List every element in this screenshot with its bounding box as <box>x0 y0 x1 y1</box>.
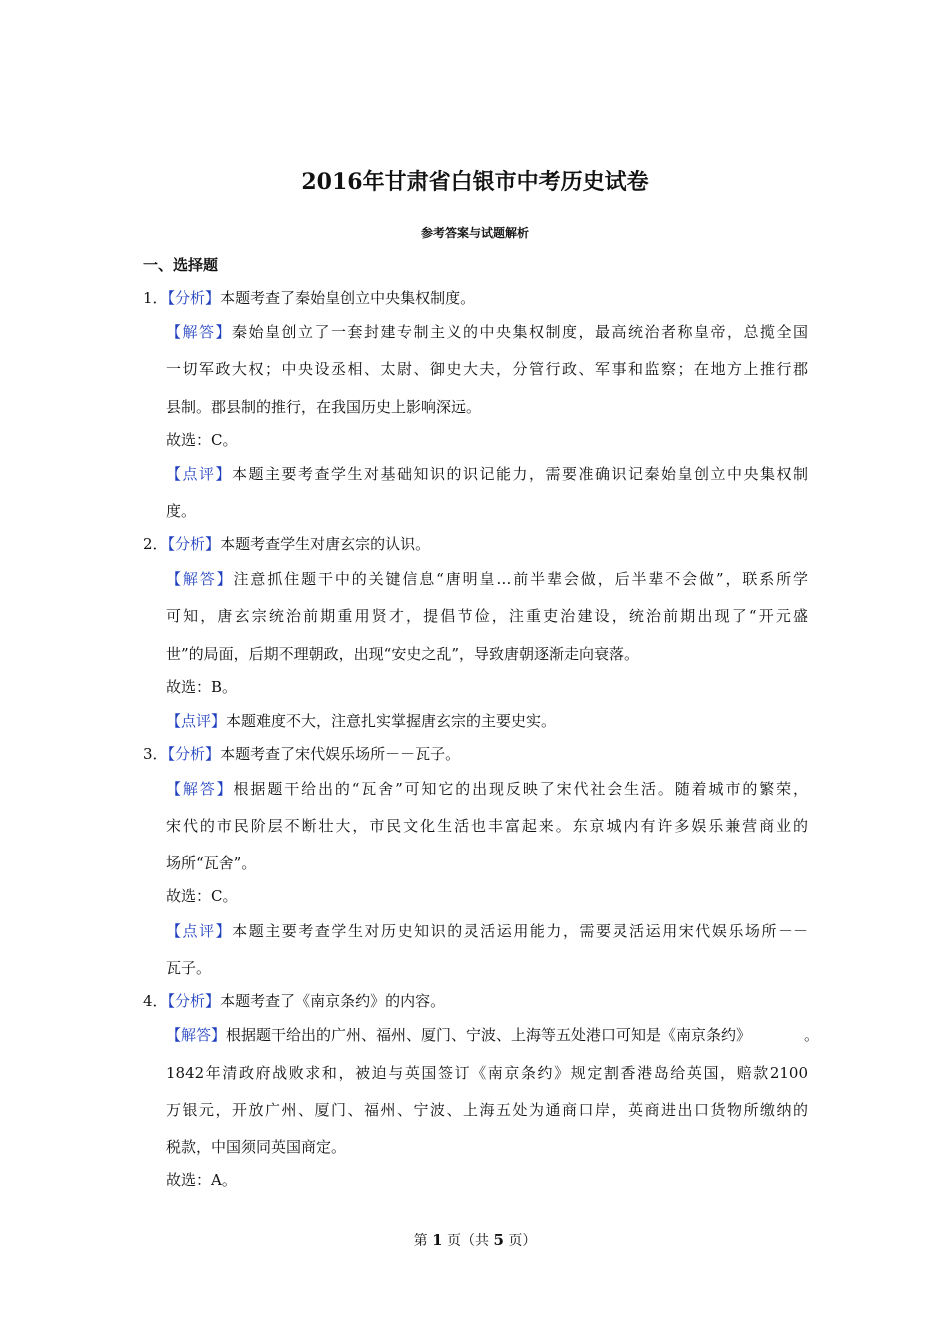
footer-total-pages: 5 <box>493 1231 504 1249</box>
answer-text: 秦始皇创立了一套封建专制主义的中央集权制度，最高统治者称皇帝，总揽全国 <box>232 323 808 341</box>
footer-page-number: 1 <box>432 1231 443 1249</box>
answer-tag: 【解答】 <box>166 780 234 798</box>
question-1-comment-line: 度。 <box>166 502 197 520</box>
comment-tag: 【点评】 <box>166 922 233 940</box>
question-2-choice: 故选：B。 <box>166 678 238 696</box>
footer-suffix: 页） <box>508 1233 537 1249</box>
question-2-answer-line: 可知，唐玄宗统治前期重用贤才，提倡节俭，注重吏治建设，统治前期出现了“开元盛 <box>166 607 808 625</box>
question-1-analysis <box>143 287 475 309</box>
analysis-tag: 【分析】 <box>167 745 221 763</box>
question-3-answer-line <box>166 778 808 800</box>
comment-text: 本题主要考查学生对历史知识的灵活运用能力，需要灵活运用宋代娱乐场所－－ <box>232 922 808 940</box>
question-2-analysis <box>143 533 430 555</box>
question-1-comment-line <box>166 463 808 485</box>
page-title: 2016年甘肃省白银市中考历史试卷 <box>301 169 649 195</box>
analysis-text: 本题考查了《南京条约》的内容。 <box>220 992 446 1010</box>
question-3-answer-line: 场所“瓦舍”。 <box>166 854 257 872</box>
question-3-analysis <box>143 743 460 765</box>
question-4-choice: 故选：A。 <box>166 1171 237 1189</box>
footer-middle: 页（共 <box>447 1233 489 1249</box>
analysis-tag: 【分析】 <box>167 992 221 1010</box>
question-2-answer-line <box>166 568 808 590</box>
comment-text: 本题主要考查学生对基础知识的识记能力，需要准确识记秦始皇创立中央集权制 <box>232 465 808 483</box>
section-title: 一、选择题 <box>143 256 219 274</box>
question-3-answer-line: 宋代的市民阶层不断壮大，市民文化生活也丰富起来。东京城内有许多娱乐兼营商业的 <box>166 817 808 835</box>
question-number: 4． <box>143 992 168 1010</box>
analysis-tag: 【分析】 <box>167 289 221 307</box>
analysis-text: 本题考查了秦始皇创立中央集权制度。 <box>220 289 476 307</box>
analysis-text: 本题考查了宋代娱乐场所－－瓦子。 <box>220 745 461 763</box>
answer-tag: 【解答】 <box>166 1026 227 1044</box>
question-3-comment-line: 瓦子。 <box>166 959 212 977</box>
question-4-answer-line: 万银元，开放广州、厦门、福州、宁波、上海五处为通商口岸，英商进出口货物所缴纳的 <box>166 1101 808 1119</box>
question-1-answer-line: 一切军政大权；中央设丞相、太尉、御史大夫，分管行政、军事和监察；在地方上推行郡 <box>166 360 808 378</box>
question-number: 2． <box>143 535 168 553</box>
question-1-answer-line: 县制。郡县制的推行，在我国历史上影响深远。 <box>166 398 482 416</box>
question-1-choice: 故选：C。 <box>166 431 238 449</box>
question-number: 3． <box>143 745 168 763</box>
question-1-answer-line <box>166 321 808 343</box>
answer-tag: 【解答】 <box>166 323 232 341</box>
answer-text: 根据题干给出的广州、福州、厦门、宁波、上海等五处港口可知是《南京条约》 <box>226 1026 752 1044</box>
question-3-choice: 故选：C。 <box>166 887 238 905</box>
question-4-answer-line: 税款，中国须同英国商定。 <box>166 1138 347 1156</box>
question-3-comment-line <box>166 920 808 942</box>
comment-tag: 【点评】 <box>166 712 227 730</box>
answer-text: 根据题干给出的“瓦舍”可知它的出现反映了宋代社会生活。随着城市的繁荣， <box>233 780 808 798</box>
answer-text: 注意抓住题干中的关键信息“唐明皇…前半辈会做，后半辈不会做”，联系所学 <box>233 570 808 588</box>
question-2-answer-line: 世”的局面，后期不理朝政，出现“安史之乱”，导致唐朝逐渐走向衰落。 <box>166 645 640 663</box>
page-footer <box>0 1230 950 1251</box>
analysis-text: 本题考查学生对唐玄宗的认识。 <box>220 535 431 553</box>
question-4-analysis <box>143 990 445 1012</box>
question-4-answer-line: 1842年清政府战败求和，被迫与英国签订《南京条约》规定割香港岛给英国，赔款2100 <box>166 1064 808 1082</box>
question-2-comment-line <box>166 710 556 732</box>
answer-tag: 【解答】 <box>166 570 234 588</box>
comment-tag: 【点评】 <box>166 465 232 483</box>
question-4-answer-line <box>166 1024 751 1046</box>
question-number: 1． <box>143 289 168 307</box>
question-4-answer-period: 。 <box>804 1026 820 1044</box>
analysis-tag: 【分析】 <box>167 535 221 553</box>
page-subtitle: 参考答案与试题解析 <box>420 226 529 240</box>
comment-text: 本题难度不大，注意扎实掌握唐玄宗的主要史实。 <box>226 712 557 730</box>
footer-prefix: 第 <box>413 1233 428 1249</box>
